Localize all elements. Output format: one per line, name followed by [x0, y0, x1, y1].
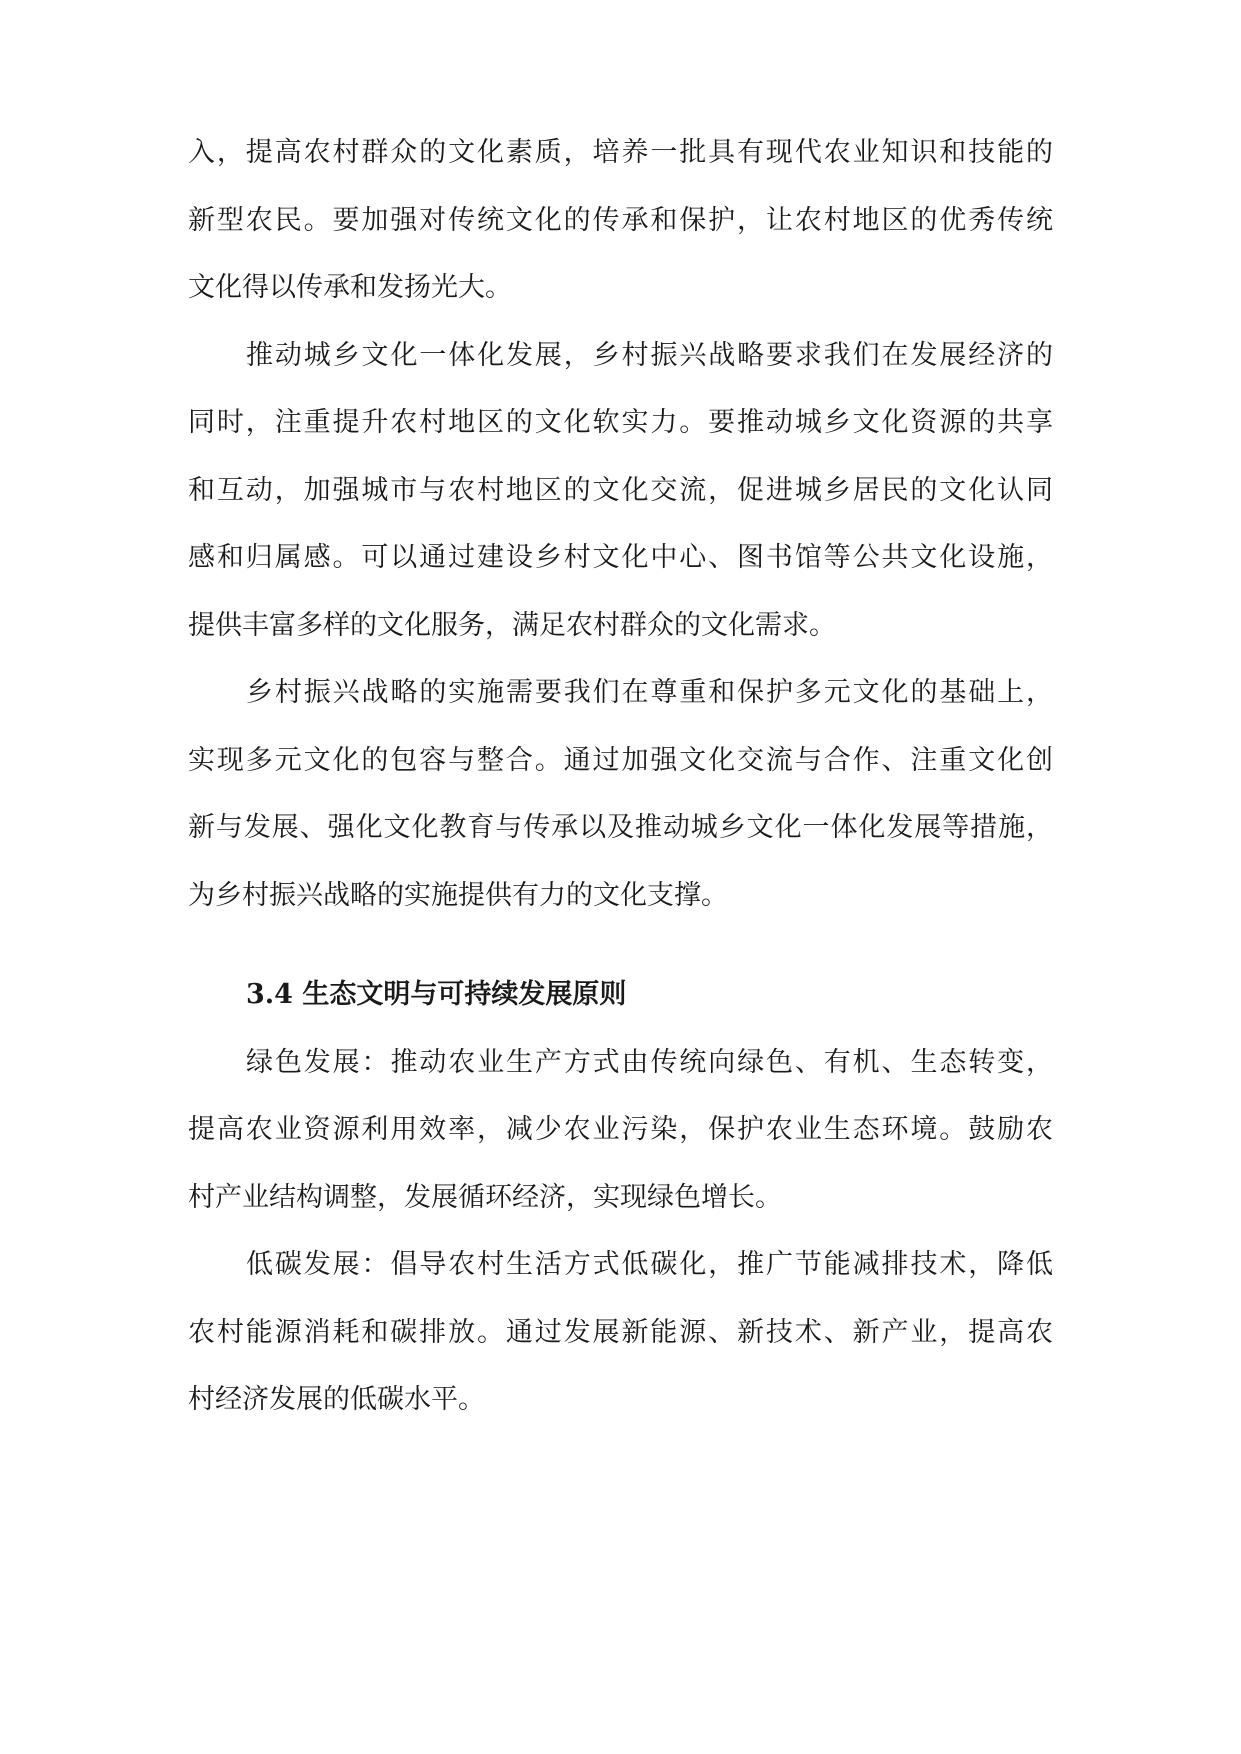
- paragraph-line: 新与发展、强化文化教育与传承以及推动城乡文化一体化发展等措施，: [188, 812, 1053, 843]
- paragraph-line: 为乡村振兴战略的实施提供有力的文化支撑。: [188, 880, 728, 911]
- paragraph-line: 新型农民。要加强对传统文化的传承和保护，让农村地区的优秀传统: [188, 205, 1053, 236]
- paragraph-line: 和互动，加强城市与农村地区的文化交流，促进城乡居民的文化认同: [188, 475, 1053, 506]
- paragraph-line: 村经济发展的低碳水平。: [188, 1384, 485, 1415]
- paragraph-line: 村产业结构调整，发展循环经济，实现绿色增长。: [188, 1182, 782, 1213]
- paragraph-line: 推动城乡文化一体化发展，乡村振兴战略要求我们在发展经济的: [246, 340, 1053, 371]
- paragraph-line: 同时，注重提升农村地区的文化软实力。要推动城乡文化资源的共享: [188, 407, 1053, 438]
- paragraph-line: 低碳发展：倡导农村生活方式低碳化，推广节能减排技术，降低: [246, 1249, 1053, 1280]
- paragraph-line: 绿色发展：推动农业生产方式由传统向绿色、有机、生态转变，: [246, 1047, 1053, 1078]
- paragraph-line: 文化得以传承和发扬光大。: [188, 272, 512, 303]
- paragraph-line: 入，提高农村群众的文化素质，培养一批具有现代农业知识和技能的: [188, 137, 1053, 168]
- paragraph-line: 乡村振兴战略的实施需要我们在尊重和保护多元文化的基础上，: [246, 677, 1053, 708]
- paragraph-line: 农村能源消耗和碳排放。通过发展新能源、新技术、新产业，提高农: [188, 1317, 1053, 1348]
- paragraph-line: 提供丰富多样的文化服务，满足农村群众的文化需求。: [188, 610, 836, 641]
- paragraph-line: 实现多元文化的包容与整合。通过加强文化交流与合作、注重文化创: [188, 745, 1053, 776]
- section-heading: 3.4 生态文明与可持续发展原则: [246, 979, 627, 1010]
- paragraph-line: 提高农业资源利用效率，减少农业污染，保护农业生态环境。鼓励农: [188, 1114, 1053, 1145]
- paragraph-line: 感和归属感。可以通过建设乡村文化中心、图书馆等公共文化设施，: [188, 542, 1053, 573]
